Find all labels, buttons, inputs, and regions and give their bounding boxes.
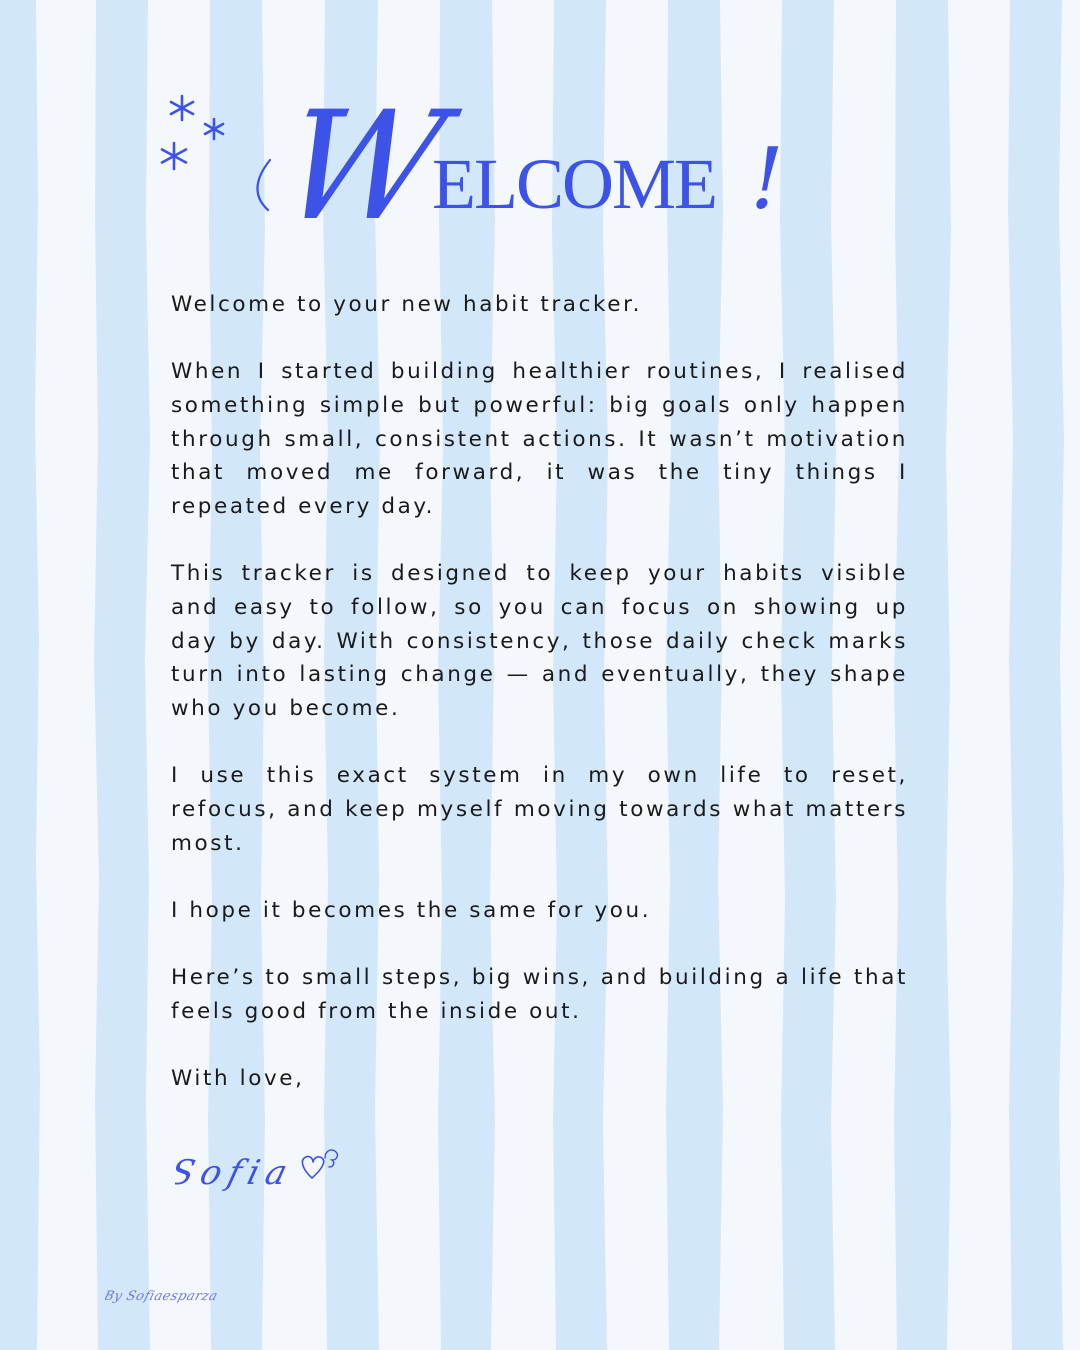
letter-paragraph: This tracker is designed to keep your habits visible and easy to follow, so you can focus on showing up day by day. With consistency, those daily check marks turn into lasting change — and eventually, they shape who you become.: [171, 561, 908, 722]
letter-body: [171, 288, 908, 1129]
signature: [175, 1140, 375, 1210]
heart-outline-icon: [302, 1150, 337, 1178]
letter-paragraph: Welcome to your new habit tracker.: [171, 292, 643, 317]
letter-paragraph: When I started building healthier routines, I realised something simple but powerful: big goals only happen through small, consistent actions. It wasn’t motivation that moved me forward, it was the tiny things I repeated every day.: [171, 359, 908, 520]
title-initial: W: [267, 78, 459, 254]
letter-sign-off: With love,: [171, 1065, 305, 1091]
watermark-text: By Sofiaesparza: [105, 1289, 220, 1304]
page-title: [250, 78, 830, 254]
title-rest: ELCOME: [432, 144, 716, 224]
sparkle-asterisk-icon: [150, 88, 240, 188]
watermark: [105, 1280, 280, 1310]
letter-paragraph: Here’s to small steps, big wins, and building a life that feels good from the inside out.: [171, 965, 908, 1024]
letter-paragraph: I use this exact system in my own life to reset, refocus, and keep myself moving towards what matters most.: [171, 763, 908, 856]
title-swash: [257, 160, 270, 210]
title-exclaim: !: [750, 130, 784, 228]
signature-name: Sofia: [175, 1153, 299, 1193]
letter-paragraph: I hope it becomes the same for you.: [171, 897, 652, 923]
